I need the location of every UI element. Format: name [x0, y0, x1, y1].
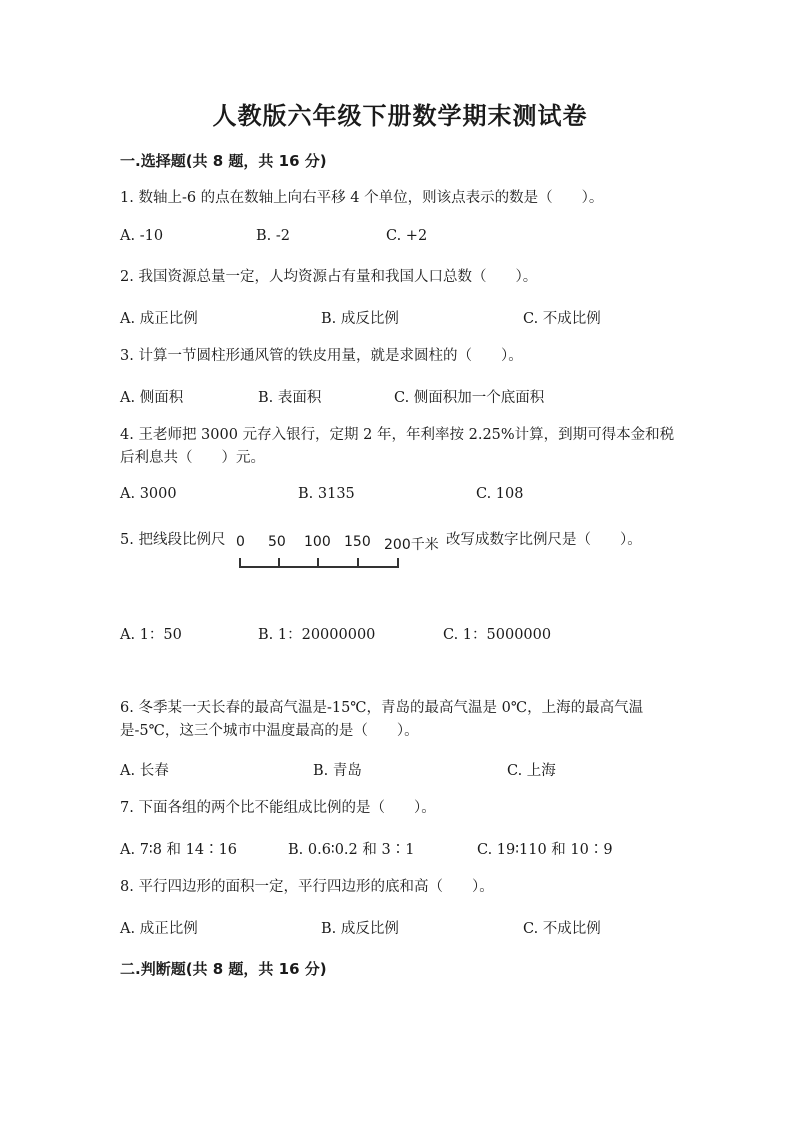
line-scale-figure	[236, 534, 446, 574]
question-7-option-c: C. 19∶110 和 10∶9	[477, 842, 613, 858]
question-2-option-b: B. 成反比例	[321, 311, 399, 327]
question-7-option-a: A. 7∶8 和 14∶16	[120, 842, 238, 858]
question-5-option-b: B. 1：20000000	[258, 627, 376, 643]
scale-label-200km: 200千米	[384, 537, 439, 553]
section-heading-judgment: 二.判断题(共 8 题，共 16 分)	[120, 960, 327, 978]
question-6: 6. 冬季某一天长春的最高气温是-15℃，青岛的最高气温是 0℃，上海的最高气温是-5℃，这三个城市中温度最高的是（ ）。	[120, 700, 644, 739]
question-5-option-a: A. 1：50	[120, 627, 182, 643]
scale-tick	[317, 558, 319, 568]
question-4-option-a: A. 3000	[120, 486, 177, 502]
question-6-option-b: B. 青岛	[313, 763, 362, 779]
scale-label-0: 0	[236, 534, 245, 550]
question-5-text-end: 改写成数字比例尺是（ ）。	[446, 532, 642, 548]
page-title: 人教版六年级下册数学期末测试卷	[212, 102, 588, 130]
question-8-option-a: A. 成正比例	[120, 921, 198, 937]
question-8: 8. 平行四边形的面积一定，平行四边形的底和高（ ）。	[120, 879, 494, 895]
question-3-option-b: B. 表面积	[258, 390, 322, 406]
question-1-option-b: B. -2	[256, 228, 290, 244]
scale-bar	[239, 558, 399, 568]
scale-label-150: 150	[344, 534, 371, 550]
scale-label-50: 50	[268, 534, 286, 550]
question-1-option-c: C. +2	[386, 228, 428, 244]
question-4: 4. 王老师把 3000 元存入银行，定期 2 年，年利率按 2.25%计算，到期可得本金和税后利息共（ ）元。	[120, 427, 675, 466]
question-4-option-b: B. 3135	[298, 486, 355, 502]
question-8-option-c: C. 不成比例	[523, 921, 601, 937]
question-3: 3. 计算一节圆柱形通风管的铁皮用量，就是求圆柱的（ ）。	[120, 348, 523, 364]
section-heading-choice: 一.选择题(共 8 题，共 16 分)	[120, 152, 327, 170]
question-6-option-a: A. 长春	[120, 763, 169, 779]
question-4-option-c: C. 108	[476, 486, 524, 502]
scale-label-100: 100	[304, 534, 331, 550]
question-2-option-c: C. 不成比例	[523, 311, 601, 327]
question-1-option-a: A. -10	[120, 228, 164, 244]
question-3-option-c: C. 侧面积加一个底面积	[394, 390, 545, 406]
question-3-option-a: A. 侧面积	[120, 390, 184, 406]
question-6-option-c: C. 上海	[507, 763, 556, 779]
question-5-text-start: 5. 把线段比例尺	[120, 532, 226, 548]
question-7: 7. 下面各组的两个比不能组成比例的是（ ）。	[120, 800, 436, 816]
question-2: 2. 我国资源总量一定，人均资源占有量和我国人口总数（ ）。	[120, 269, 538, 285]
question-2-option-a: A. 成正比例	[120, 311, 198, 327]
scale-tick	[357, 558, 359, 568]
question-8-option-b: B. 成反比例	[321, 921, 399, 937]
question-1: 1. 数轴上-6 的点在数轴上向右平移 4 个单位，则该点表示的数是（ ）。	[120, 190, 604, 206]
question-7-option-b: B. 0.6∶0.2 和 3∶1	[288, 842, 415, 858]
question-5-option-c: C. 1：5000000	[443, 627, 552, 643]
scale-tick	[278, 558, 280, 568]
